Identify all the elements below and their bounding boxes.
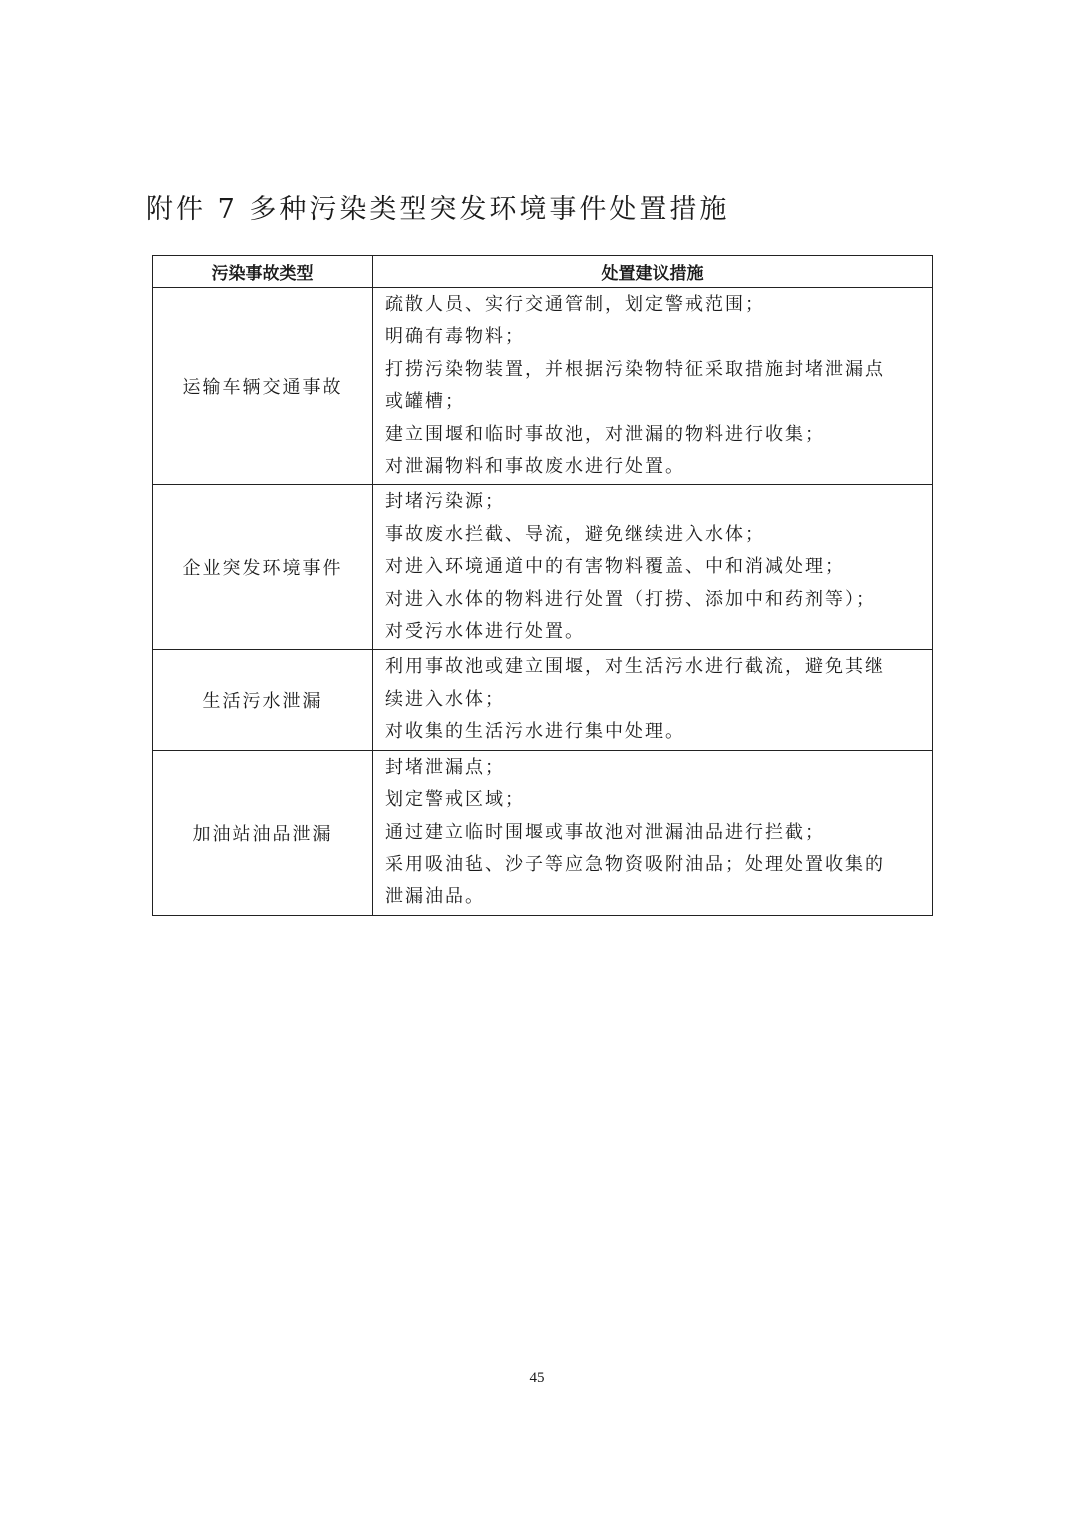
measure-line: 对进入环境通道中的有害物料覆盖、中和消减处理； — [385, 556, 845, 578]
table-header-row — [153, 256, 933, 288]
header-measures: 处置建议措施 — [373, 256, 933, 288]
measure-line: 打捞污染物装置，并根据污染物特征采取措施封堵泄漏点 — [385, 358, 885, 380]
table-row — [153, 750, 933, 915]
measure-line: 疏散人员、实行交通管制，划定警戒范围； — [385, 294, 765, 315]
measure-line: 采用吸油毡、沙子等应急物资吸附油品；处理处置收集的 — [385, 853, 885, 875]
measures-cell — [373, 485, 933, 650]
page-title: 附件 7 多种污染类型突发环境事件处置措施 — [146, 194, 730, 225]
measure-line: 划定警戒区域； — [385, 789, 525, 811]
measures-cell — [373, 288, 933, 485]
accident-type-cell: 加油站油品泄漏 — [153, 750, 373, 915]
measure-line: 事故废水拦截、导流，避免继续进入水体； — [385, 523, 765, 545]
measure-line: 对进入水体的物料进行处置（打捞、添加中和药剂等）； — [385, 588, 876, 610]
measure-line: 对受污水体进行处置。 — [385, 621, 585, 643]
accident-type-cell: 运输车辆交通事故 — [153, 288, 373, 485]
measure-line: 封堵泄漏点； — [385, 756, 505, 778]
header-accident-type: 污染事故类型 — [153, 256, 373, 288]
table-row — [153, 288, 933, 485]
measure-line: 通过建立临时围堰或事故池对泄漏油品进行拦截； — [385, 821, 825, 843]
measure-line: 或罐槽； — [385, 391, 465, 413]
accident-type-cell: 生活污水泄漏 — [153, 650, 373, 750]
page-number: 45 — [529, 1370, 545, 1386]
measure-line: 明确有毒物料； — [385, 326, 525, 348]
measure-line: 对收集的生活污水进行集中处理。 — [385, 721, 685, 743]
measures-cell — [373, 650, 933, 750]
measure-line: 封堵污染源； — [385, 491, 505, 513]
table-row — [153, 650, 933, 750]
measures-cell — [373, 750, 933, 915]
measure-line: 利用事故池或建立围堰，对生活污水进行截流，避免其继 — [385, 656, 885, 678]
accident-type-cell: 企业突发环境事件 — [153, 485, 373, 650]
measure-line: 建立围堰和临时事故池，对泄漏的物料进行收集； — [385, 423, 825, 445]
table-row — [153, 485, 933, 650]
measures-table — [152, 255, 933, 916]
measure-line: 对泄漏物料和事故废水进行处置。 — [385, 456, 685, 478]
measure-line: 泄漏油品。 — [385, 886, 485, 908]
measure-line: 续进入水体； — [385, 688, 505, 710]
